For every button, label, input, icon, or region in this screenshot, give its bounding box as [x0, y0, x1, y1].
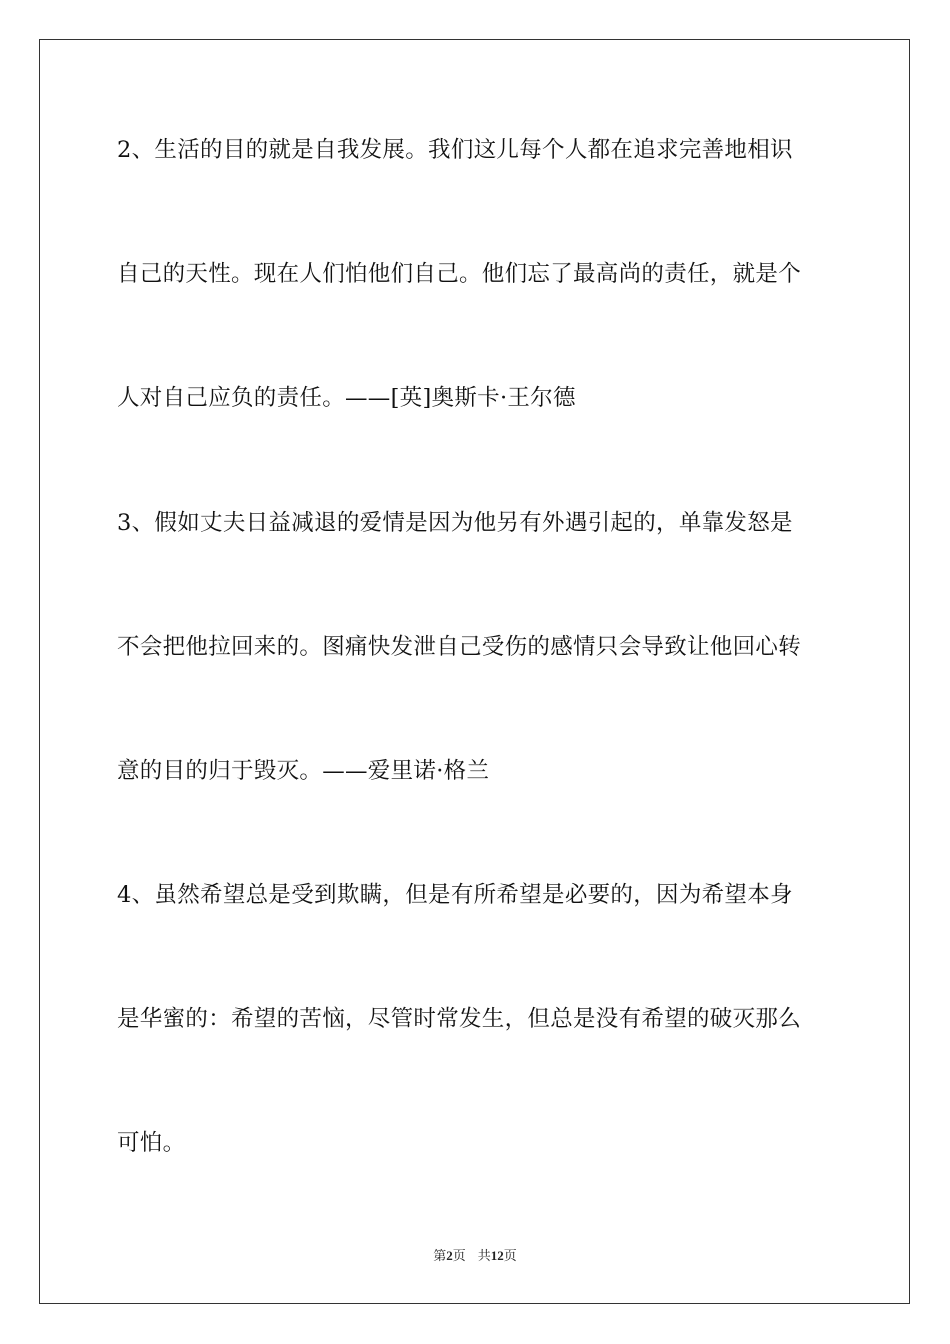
page-number-indicator [433, 1249, 466, 1264]
text-line: 4、虽然希望总是受到欺瞒，但是有所希望是必要的，因为希望本身 [117, 882, 793, 908]
total-pages-indicator [478, 1249, 517, 1264]
current-page-number: 2 [446, 1248, 453, 1263]
text-line: 2、生活的目的就是自我发展。我们这儿每个人都在追求完善地相识 [117, 137, 793, 163]
text-line: 可怕。 [117, 1130, 186, 1156]
page-prefix: 第 [433, 1249, 447, 1264]
total-prefix: 共 [477, 1249, 491, 1264]
text-line: 意的目的归于毁灭。——爱里诺·格兰 [117, 758, 490, 784]
page-footer [0, 1247, 950, 1266]
text-line: 人对自己应负的责任。——[英]奥斯卡·王尔德 [117, 385, 576, 411]
page-suffix: 页 [452, 1249, 466, 1264]
page-border [39, 39, 910, 1304]
total-page-count: 12 [490, 1248, 504, 1263]
text-line: 是华蜜的：希望的苦恼，尽管时常发生，但总是没有希望的破灭那么 [117, 1006, 802, 1032]
text-line: 3、假如丈夫日益减退的爱情是因为他另有外遇引起的，单靠发怒是 [117, 510, 793, 536]
total-suffix: 页 [503, 1249, 517, 1264]
text-line: 自己的天性。现在人们怕他们自己。他们忘了最高尚的责任，就是个 [117, 261, 802, 287]
text-line: 不会把他拉回来的。图痛快发泄自己受伤的感情只会导致让他回心转 [117, 634, 802, 660]
